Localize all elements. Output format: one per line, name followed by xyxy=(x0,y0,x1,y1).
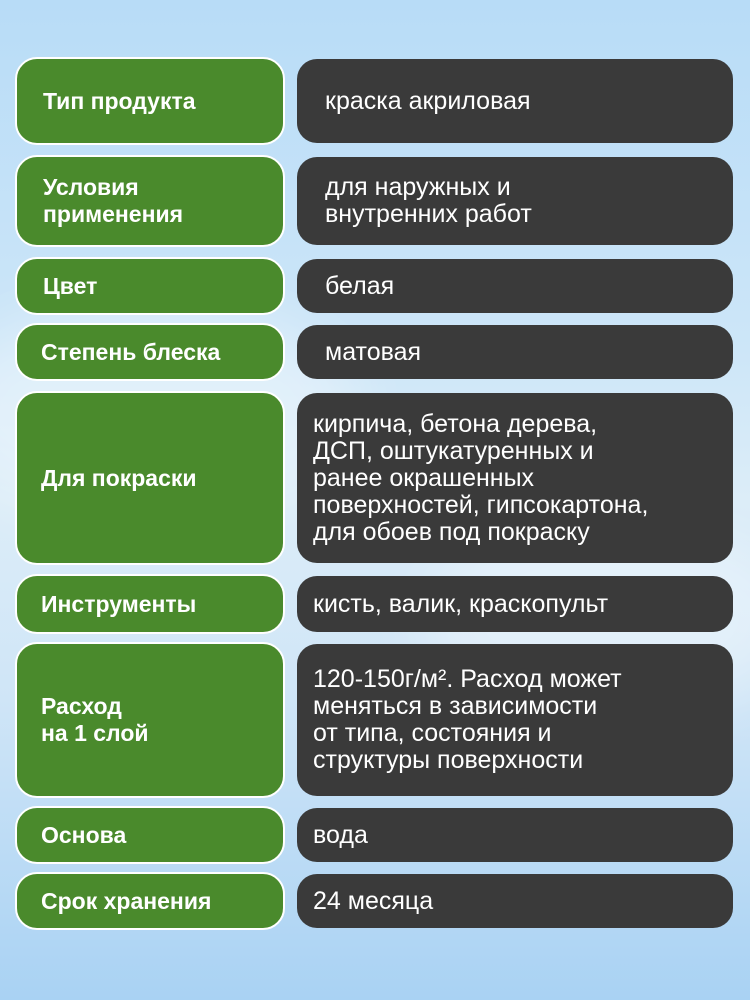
spec-label xyxy=(15,574,285,634)
spec-label-text: Срок хранения xyxy=(41,887,212,914)
spec-label-text: Условия применения xyxy=(43,174,184,227)
spec-label xyxy=(15,642,285,798)
spec-label xyxy=(15,391,285,565)
spec-value xyxy=(297,576,733,632)
spec-value xyxy=(297,59,733,143)
spec-label xyxy=(15,57,285,145)
spec-value xyxy=(297,157,733,245)
spec-value xyxy=(297,808,733,862)
spec-label-text: Основа xyxy=(41,821,127,848)
spec-value xyxy=(297,259,733,313)
spec-label xyxy=(15,323,285,381)
spec-label-text: Инструменты xyxy=(41,590,197,617)
spec-label-text: Степень блеска xyxy=(41,338,221,365)
spec-value-text: краска акриловая xyxy=(325,86,531,115)
spec-value-text: для наружных и внутренних работ xyxy=(325,173,532,228)
spec-value-text: кисть, валик, краскопульт xyxy=(313,589,609,618)
spec-value xyxy=(297,393,733,563)
spec-label xyxy=(15,257,285,315)
spec-value-text: вода xyxy=(313,820,368,849)
spec-value-text: белая xyxy=(325,271,395,300)
spec-value-text: кирпича, бетона дерева, ДСП, оштукатуренных и ранее окрашенных поверхностей, гипсокартона, для обоев под покраску xyxy=(313,409,649,546)
spec-value xyxy=(297,874,733,928)
spec-label-text: Расход на 1 слой xyxy=(41,693,149,746)
spec-label xyxy=(15,806,285,864)
spec-value-text: 24 месяца xyxy=(313,886,434,915)
spec-value xyxy=(297,644,733,796)
spec-label xyxy=(15,155,285,247)
spec-value-text: матовая xyxy=(325,337,422,366)
spec-label-text: Для покраски xyxy=(41,464,197,491)
spec-value xyxy=(297,325,733,379)
spec-value-text: 120-150г/м². Расход может меняться в зависимости от типа, состояния и структуры поверхности xyxy=(313,665,622,774)
spec-label xyxy=(15,872,285,930)
spec-label-text: Тип продукта xyxy=(43,87,196,114)
spec-label-text: Цвет xyxy=(43,272,98,299)
